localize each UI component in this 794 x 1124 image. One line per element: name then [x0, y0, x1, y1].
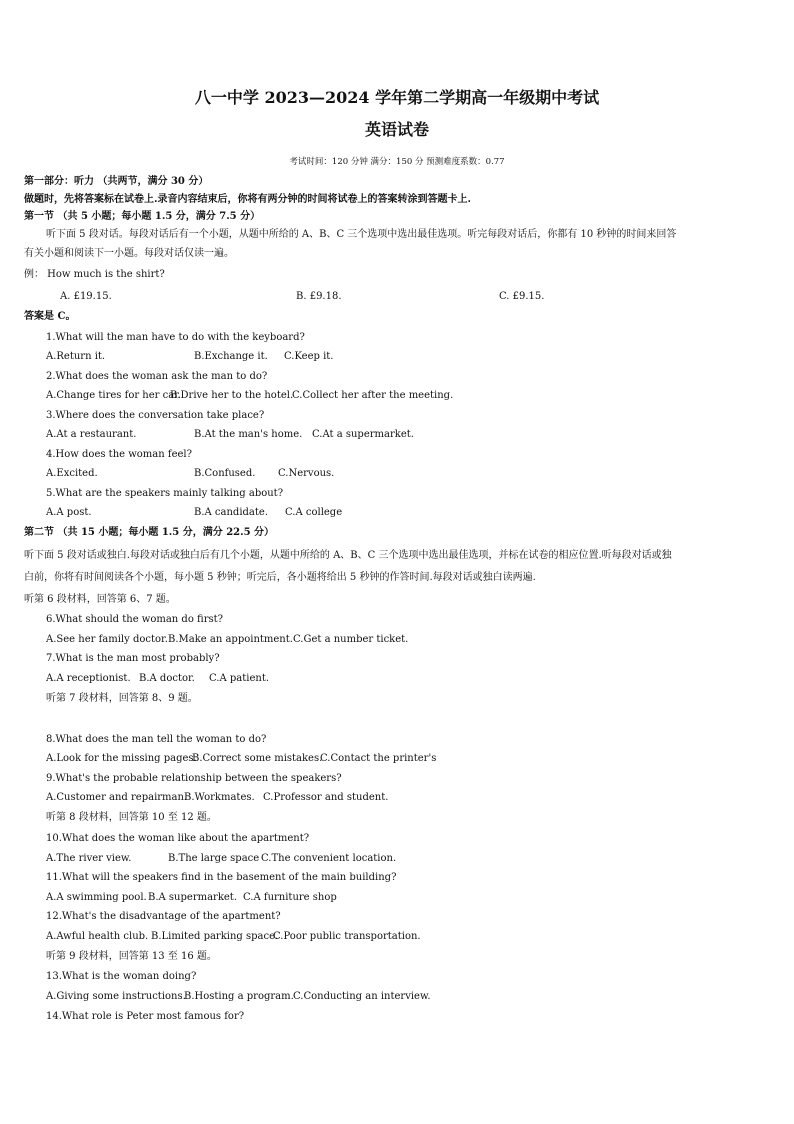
q10-option-b: B.The large space [168, 853, 260, 864]
q10-option-c: C.The convenient location. [261, 853, 397, 864]
q5-option-a: A.A post. [46, 507, 92, 518]
q4-option-c: C.Nervous. [278, 468, 335, 479]
q2-option-c: C.Collect her after the meeting. [292, 390, 454, 401]
q3-option-b: B.At the man's home. [194, 429, 303, 440]
section2-instruction-cont: 白前，你将有时间阅读各个小题，每小题 5 秒钟；听完后，各小题将给出 5 秒钟的作答时间.每段对话或独白读两遍. [24, 572, 536, 583]
example-option-a: A. £19.15. [60, 291, 112, 302]
question-3: 3.Where does the conversation take place? [46, 410, 265, 421]
question-8: 8.What does the man tell the woman to do? [46, 734, 267, 745]
q1-option-c: C.Keep it. [284, 351, 334, 362]
q5-option-b: B.A candidate. [194, 507, 269, 518]
q4-option-a: A.Excited. [46, 468, 98, 479]
exam-title: 八一中学 2023—2024 学年第二学期高一年级期中考试 [194, 88, 600, 107]
q12-option-a: A.Awful health club. [46, 931, 149, 942]
example-option-c: C. £9.15. [499, 291, 545, 302]
exam-info: 考试时间：120 分钟 满分：150 分 预测难度系数：0.77 [289, 157, 505, 167]
q6-option-c: C.Get a number ticket. [293, 634, 409, 645]
q2-option-b: B.Drive her to the hotel. [170, 390, 294, 401]
section1-instruction-cont: 有关小题和阅读下一小题。每段对话仅读一遍。 [24, 248, 234, 259]
q8-option-b: B.Correct some mistakes. [192, 753, 323, 764]
question-14: 14.What role is Peter most famous for? [46, 1011, 245, 1022]
exam-subtitle: 英语试卷 [364, 120, 429, 139]
section1-instruction: 听下面 5 段对话。每段对话后有一个小题，从题中所给的 A、B、C 三个选项中选出最佳选项。听完每段对话后，你都有 10 秒钟的时间来回答 [46, 229, 677, 240]
q3-option-c: C.At a supermarket. [312, 429, 414, 440]
q5-option-c: C.A college [285, 507, 343, 518]
question-4: 4.How does the woman feel? [46, 449, 192, 460]
q13-option-b: B.Hosting a program. [184, 991, 294, 1002]
material-6-note: 听第 6 段材料，回答第 6、7 题。 [24, 594, 176, 605]
material-7-note: 听第 7 段材料，回答第 8、9 题。 [46, 693, 198, 704]
part1-instruction: 做题时，先将答案标在试卷上.录音内容结束后，你将有两分钟的时间将试卷上的答案转涂到答题卡上. [24, 194, 471, 205]
material-8-note: 听第 8 段材料，回答第 10 至 12 题。 [46, 812, 217, 823]
q13-option-a: A.Giving some instructions. [46, 991, 186, 1002]
question-12: 12.What's the disadvantage of the apartment? [46, 911, 281, 922]
question-11: 11.What will the speakers find in the basement of the main building? [46, 872, 397, 883]
q1-option-a: A.Return it. [46, 351, 106, 362]
q9-option-c: C.Professor and student. [263, 792, 389, 803]
q7-option-c: C.A patient. [209, 673, 270, 684]
q6-option-b: B.Make an appointment. [168, 634, 293, 645]
question-6: 6.What should the woman do first? [46, 614, 223, 625]
q9-option-a: A.Customer and repairman. [46, 792, 188, 803]
question-9: 9.What's the probable relationship between the speakers? [46, 773, 342, 784]
q9-option-b: B.Workmates. [184, 792, 255, 803]
question-2: 2.What does the woman ask the man to do? [46, 371, 268, 382]
q6-option-a: A.See her family doctor. [46, 634, 168, 645]
section1-heading: 第一节 （共 5 小题；每小题 1.5 分，满分 7.5 分） [24, 211, 261, 222]
section2-heading: 第二节 （共 15 小题；每小题 1.5 分，满分 22.5 分） [24, 527, 275, 538]
q12-option-c: C.Poor public transportation. [273, 931, 421, 942]
question-10: 10.What does the woman like about the apartment? [46, 833, 310, 844]
q11-option-a: A.A swimming pool. [46, 892, 147, 903]
q12-option-b: B.Limited parking space. [151, 931, 279, 942]
q8-option-a: A.Look for the missing pages. [46, 753, 197, 764]
q2-option-a: A.Change tires for her car. [46, 390, 182, 401]
question-5: 5.What are the speakers mainly talking about? [46, 488, 284, 499]
question-13: 13.What is the woman doing? [46, 971, 197, 982]
q4-option-b: B.Confused. [194, 468, 256, 479]
section2-instruction: 听下面 5 段对话或独白.每段对话或独白后有几个小题，从题中所给的 A、B、C 三个选项中选出最佳选项，并标在试卷的相应位置.听每段对话或独 [24, 550, 672, 561]
example-option-b: B. £9.18. [296, 291, 342, 302]
q11-option-c: C.A furniture shop [243, 892, 337, 903]
q11-option-b: B.A supermarket. [148, 892, 237, 903]
example-answer: 答案是 C。 [24, 311, 76, 322]
example-question: 例： How much is the shirt? [24, 269, 165, 280]
q3-option-a: A.At a restaurant. [46, 429, 137, 440]
q13-option-c: C.Conducting an interview. [293, 991, 431, 1002]
q10-option-a: A.The river view. [46, 853, 132, 864]
question-1: 1.What will the man have to do with the keyboard? [46, 332, 305, 343]
part1-heading: 第一部分：听力 （共两节，满分 30 分） [24, 176, 209, 187]
material-9-note: 听第 9 段材料，回答第 13 至 16 题。 [46, 951, 217, 962]
q1-option-b: B.Exchange it. [194, 351, 268, 362]
q8-option-c: C.Contact the printer's [320, 753, 437, 764]
question-7: 7.What is the man most probably? [46, 653, 220, 664]
q7-option-a: A.A receptionist. [46, 673, 131, 684]
q7-option-b: B.A doctor. [139, 673, 195, 684]
